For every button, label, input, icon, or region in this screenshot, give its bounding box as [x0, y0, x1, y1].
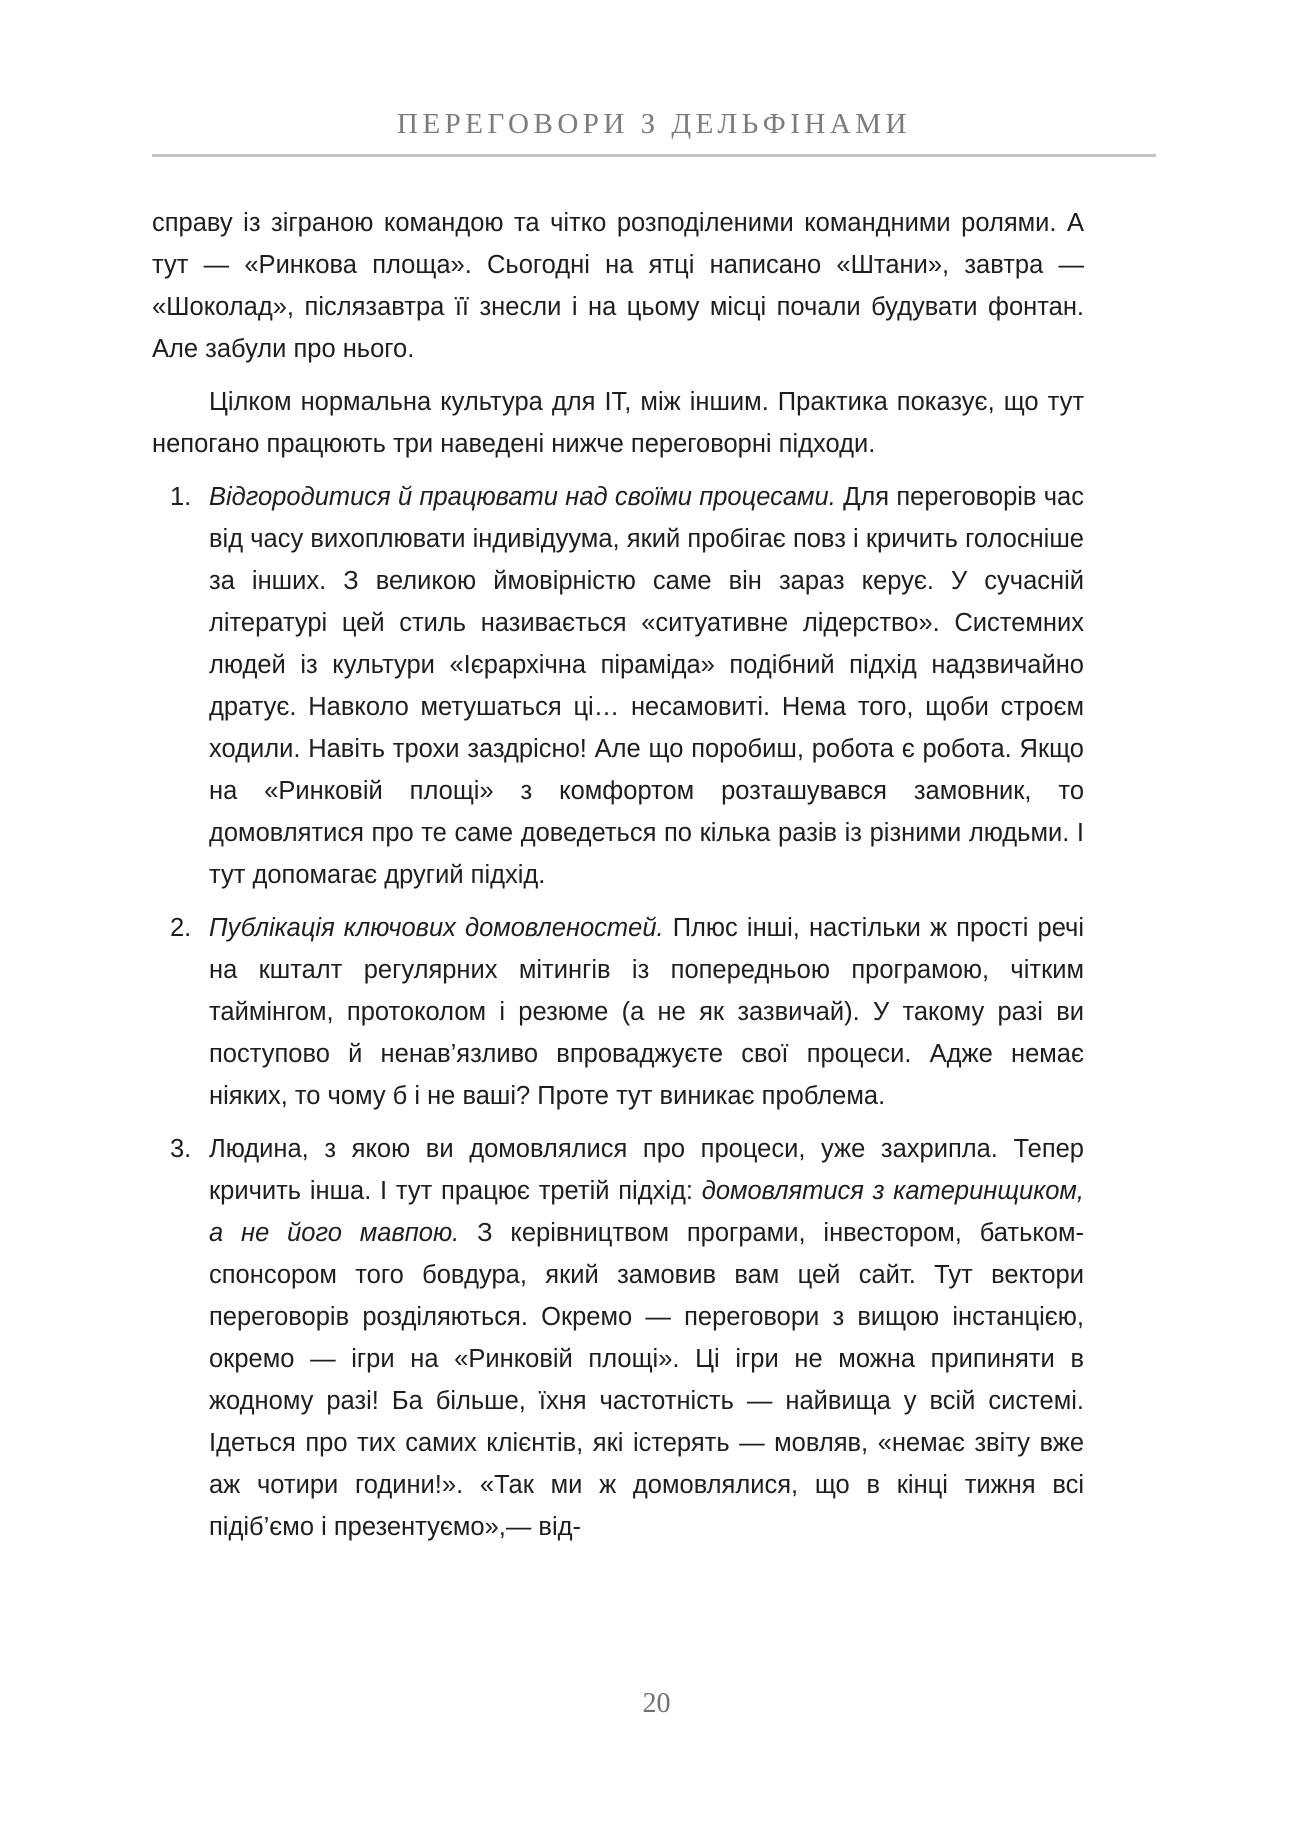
italic-lead: Відгородитися й працювати над своїми процесами.	[209, 483, 836, 511]
numbered-list	[152, 476, 1084, 1548]
list-number: 3.	[170, 1135, 192, 1163]
header-rule	[152, 154, 1156, 157]
body-text	[152, 202, 1084, 1559]
italic-phrase: домовлятися з катеринщиком, а не його мавпою.	[209, 1177, 1084, 1247]
paragraph: Цілком нормальна культура для ІТ, між іншим. Практика показує, що тут непогано працюють три наведені нижче переговорні підходи.	[152, 388, 1084, 458]
list-item	[152, 1128, 1084, 1548]
list-text: Для переговорів час від часу вихоплювати індивідуума, який пробігає повз і кричить голосніше за інших. З великою ймовірністю саме він зараз керує. У сучасній літературі цей стиль називається «ситуативне лідерство». Системних людей із культури «Ієрархічна піраміда» подібний підхід надзвичайно дратує. Навколо метушаться ці… несамовиті. Нема того, щоби строєм ходили. Навіть трохи заздрісно! Але що поробиш, робота є робота. Якщо на «Ринковій площі» з комфортом розташувався замовник, то домовлятися про те саме доведеться по кілька разів із різними людьми. І тут допомагає другий підхід.	[209, 483, 1084, 889]
list-item	[152, 907, 1084, 1117]
list-item	[152, 476, 1084, 896]
page-number: 20	[642, 1688, 671, 1719]
running-head: ПЕРЕГОВОРИ З ДЕЛЬФІНАМИ	[397, 108, 911, 140]
list-number: 1.	[170, 483, 192, 511]
italic-lead: Публікація ключових домовленостей.	[209, 914, 664, 942]
list-text: З керівництвом програми, інвестором, батьком-спонсором того бовдура, який замовив вам цей сайт. Тут вектори переговорів розділяються. Окремо — переговори з вищою інстанцією, окремо — ігри на «Ринковій площі». Ці ігри не можна припиняти в жодному разі! Ба більше, їхня частотність — найвища у всій системі. Ідеться про тих самих клієнтів, які істерять — мовляв, «немає звіту вже аж чотири години!». «Так ми ж домовлялися, що в кінці тижня всі підіб’ємо і презентуємо»,— від-	[209, 1219, 1085, 1541]
list-number: 2.	[170, 914, 192, 942]
list-text: Людина, з якою ви домовлялися про процеси, уже захрипла. Тепер кричить інша. І тут працює третій підхід:	[209, 1135, 1084, 1205]
paragraph: справу із зіграною командою та чітко розподіленими командними ролями. А тут — «Ринкова площа». Сьогодні на ятці написано «Штани», завтра — «Шоколад», післязавтра її знесли і на цьому місці почали будувати фонтан. Але забули про нього.	[152, 209, 1084, 363]
list-text: Плюс інші, настільки ж прості речі на кшталт регулярних мітингів із попередньою програмою, чітким таймінгом, протоколом і резюме (а не як зазвичай). У такому разі ви поступово й ненав’язливо впроваджуєте свої процеси. Адже немає ніяких, то чому б і не ваші? Проте тут виникає проблема.	[209, 914, 1085, 1110]
